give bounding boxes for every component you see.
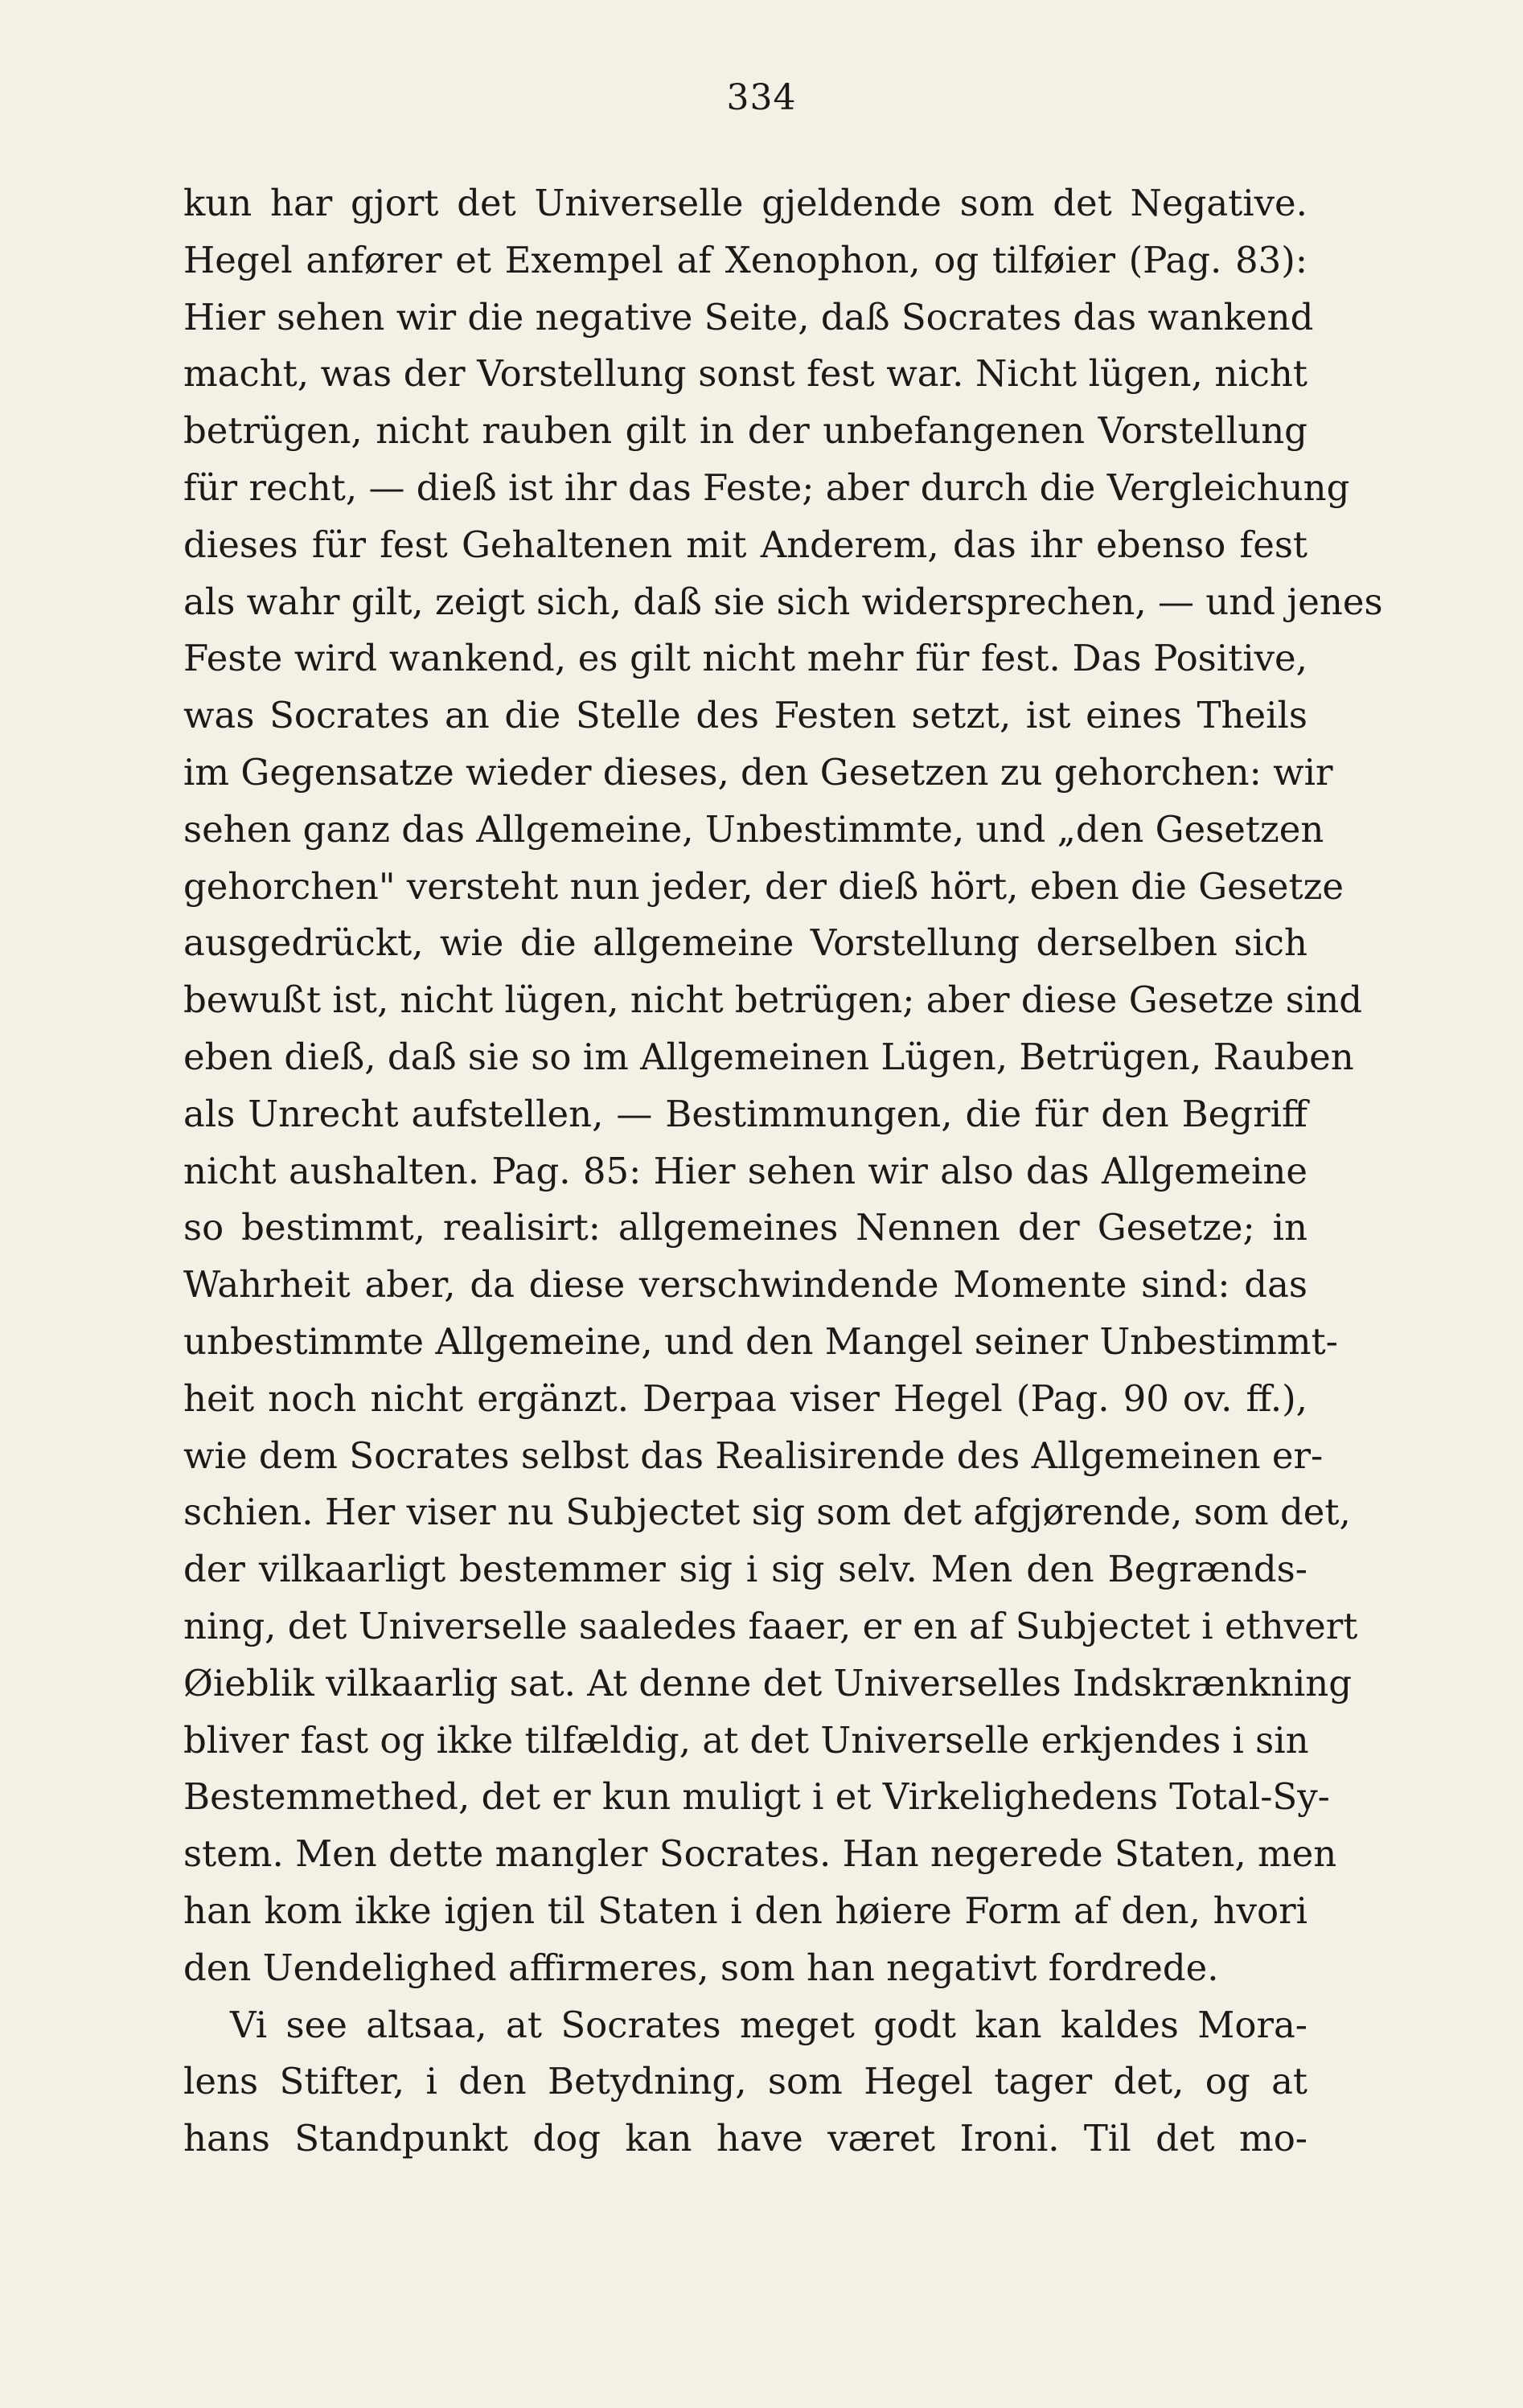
text-line: hans Standpunkt dog kan have været Ironi. Til det mo- bbox=[183, 2117, 1307, 2160]
text-line: der vilkaarligt bestemmer sig i sig selv. Men den Begrænds- bbox=[183, 1548, 1307, 1591]
text-line: im Gegensatze wieder dieses, den Gesetzen zu gehorchen: wir bbox=[183, 750, 1333, 794]
text-line: Hier sehen wir die negative Seite, daß Socrates das wankend bbox=[183, 295, 1314, 338]
text-line: Hegel anfører et Exempel af Xenophon, og tilføier (Pag. 83): bbox=[183, 238, 1307, 281]
text-line: stem. Men dette mangler Socrates. Han negerede Staten, men bbox=[183, 1832, 1337, 1876]
text-line: gehorchen" versteht nun jeder, der dieß hört, eben die Gesetze bbox=[183, 864, 1344, 908]
page-number: 334 bbox=[726, 77, 797, 118]
text-line: bliver fast og ikke tilfældig, at det Universelle erkjendes i sin bbox=[183, 1718, 1309, 1762]
text-line: Vi see altsaa, at Socrates meget godt kan kaldes Mora- bbox=[230, 2003, 1307, 2046]
text-line: kun har gjort det Universelle gjeldende som det Negative. bbox=[183, 182, 1307, 224]
text-line: eben dieß, daß sie so im Allgemeinen Lügen, Betrügen, Rauben bbox=[183, 1035, 1354, 1078]
text-line: lens Stifter, i den Betydning, som Hegel tager det, og at bbox=[183, 2060, 1307, 2103]
text-line: macht, was der Vorstellung sonst fest war. Nicht lügen, nicht bbox=[183, 352, 1307, 396]
text-line: für recht, — dieß ist ihr das Feste; aber durch die Vergleichung bbox=[183, 466, 1350, 509]
text-line: bewußt ist, nicht lügen, nicht betrügen; aber diese Gesetze sind bbox=[183, 978, 1362, 1022]
text-line: sehen ganz das Allgemeine, Unbestimmte, und „den Gesetzen bbox=[183, 807, 1324, 851]
text-line: Bestemmethed, det er kun muligt i et Virkelighedens Total-Sy- bbox=[183, 1775, 1330, 1819]
text-line: als Unrecht aufstellen, — Bestimmungen, die für den Begriff bbox=[183, 1092, 1307, 1135]
text-line: nicht aushalten. Pag. 85: Hier sehen wir also das Allgemeine bbox=[183, 1149, 1307, 1192]
text-line: schien. Her viser nu Subjectet sig som det afgjørende, som det, bbox=[183, 1491, 1351, 1534]
text-line: wie dem Socrates selbst das Realisirende des Allgemeinen er- bbox=[183, 1434, 1324, 1477]
text-line: dieses für fest Gehaltenen mit Anderem, das ihr ebenso fest bbox=[183, 523, 1307, 566]
text-line: Øieblik vilkaarlig sat. At denne det Universelles Indskrænkning bbox=[183, 1661, 1353, 1704]
text-line: Wahrheit aber, da diese verschwindende Momente sind: das bbox=[183, 1263, 1307, 1307]
text-line: ning, det Universelle saaledes faaer, er en af Subjectet i ethvert bbox=[183, 1604, 1358, 1647]
text-line: heit noch nicht ergänzt. Derpaa viser Hegel (Pag. 90 ov. ff.), bbox=[183, 1376, 1307, 1420]
text-line: unbestimmte Allgemeine, und den Mangel seiner Unbestimmt- bbox=[183, 1319, 1338, 1363]
body-text bbox=[183, 175, 1383, 2168]
text-line: Feste wird wankend, es gilt nicht mehr für fest. Das Positive, bbox=[183, 637, 1307, 680]
text-line: als wahr gilt, zeigt sich, daß sie sich widersprechen, — und jenes bbox=[183, 580, 1383, 623]
text-line: ausgedrückt, wie die allgemeine Vorstellung derselben sich bbox=[183, 921, 1307, 965]
text-line: betrügen, nicht rauben gilt in der unbefangenen Vorstellung bbox=[183, 409, 1307, 453]
text-line: so bestimmt, realisirt: allgemeines Nennen der Gesetze; in bbox=[183, 1206, 1307, 1249]
text-line: han kom ikke igjen til Staten i den høiere Form af den, hvori bbox=[183, 1889, 1307, 1932]
text-line: den Uendelighed affirmeres, som han negativt fordrede. bbox=[183, 1946, 1219, 1989]
text-line: was Socrates an die Stelle des Festen setzt, ist eines Theils bbox=[183, 694, 1307, 737]
